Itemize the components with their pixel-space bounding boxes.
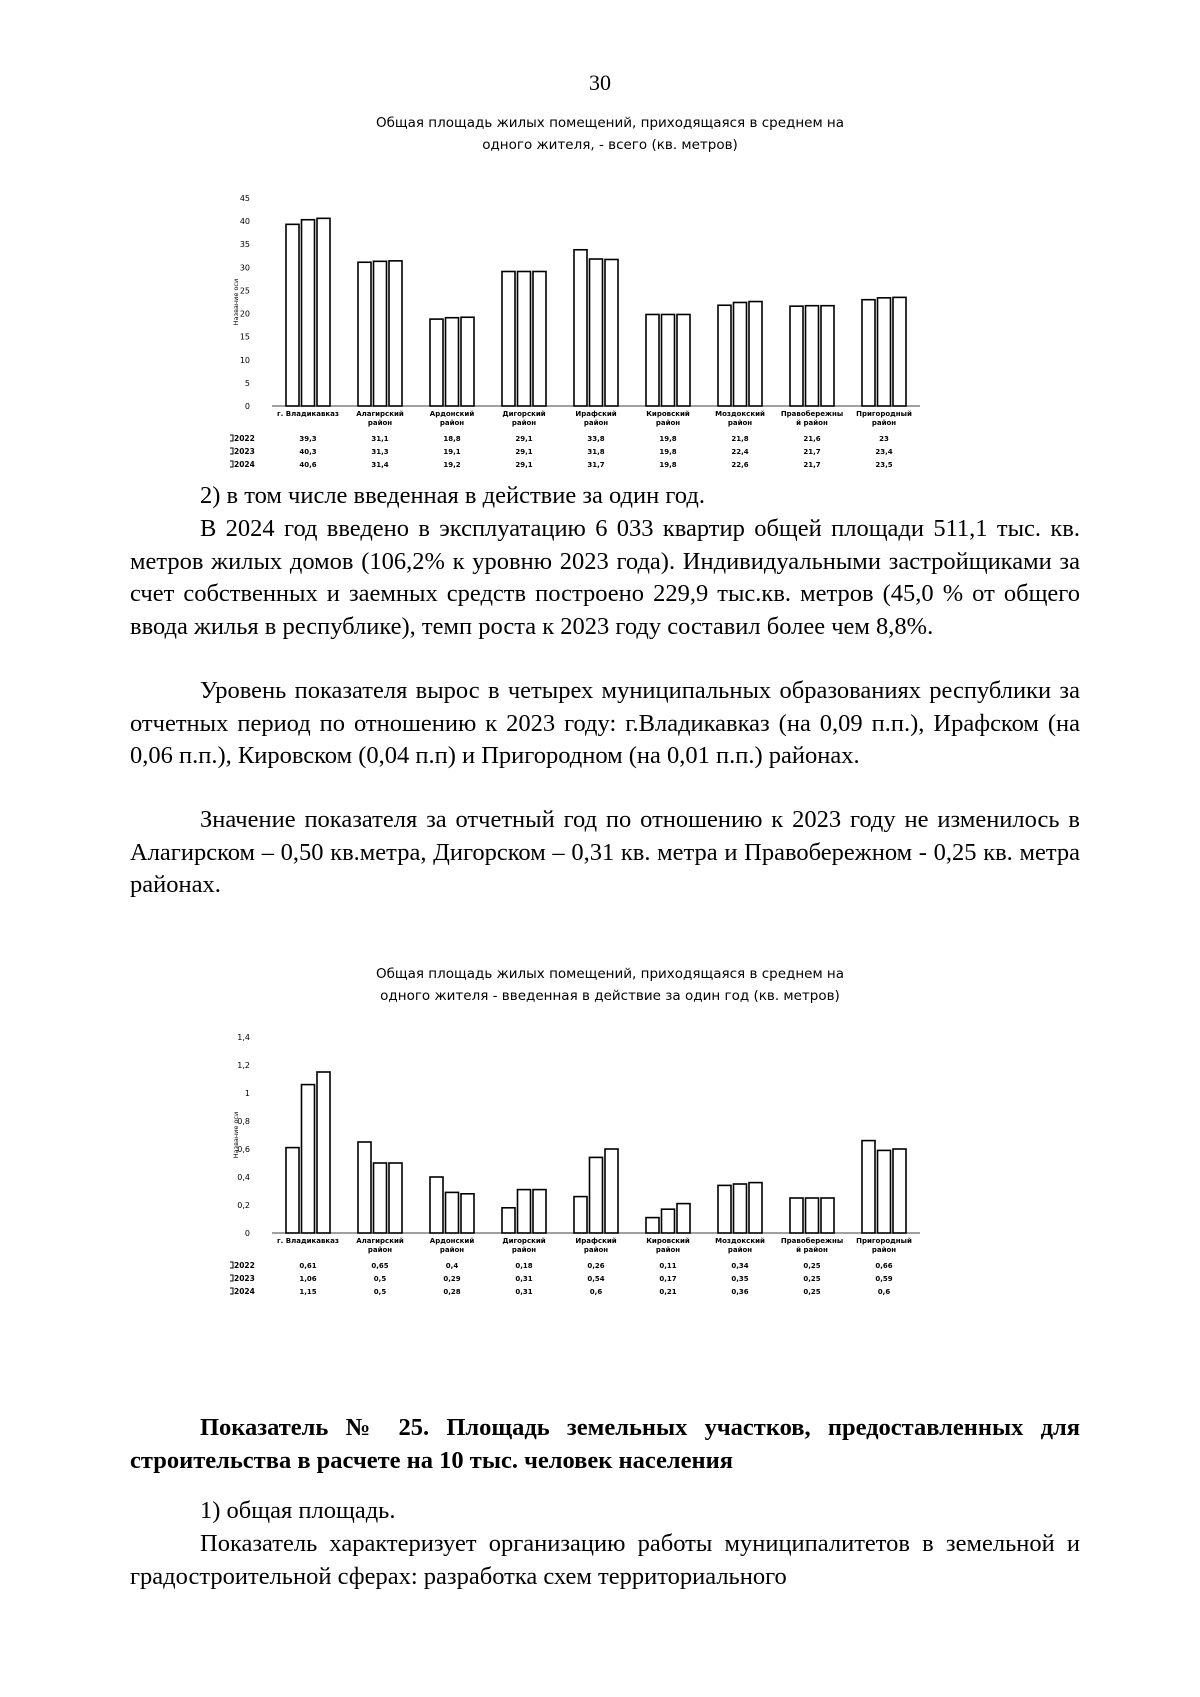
y-tick-label: 0 [244,402,250,411]
data-label: 19,2 [443,461,461,469]
x-tick-label: Ирафский [575,410,617,418]
data-label: 31,4 [371,461,389,469]
data-label: 0,28 [443,1288,461,1296]
bar-2023 [662,1209,675,1233]
bar-2022 [790,1198,803,1233]
x-tick-label: Пригородный [856,410,912,418]
x-tick-label: район [871,1246,897,1254]
y-tick-label: 1,4 [237,1033,250,1042]
paragraph-2: В 2024 год введено в эксплуатацию 6 033 квартир общей площади 511,1 тыс. кв. метров жилых домов (106,2% к уровню 2023 года). Индивидуальными застройщиками за счет собственных и заемных средств построено 229,9 тыс.кв. метров (45,0 % от общего ввода жилья в республике), темп роста к 2023 году составил более чем 8,8%. [130,515,1080,640]
data-label: 0,31 [515,1275,533,1283]
data-label: 0,26 [587,1262,605,1270]
bar-2022 [358,1142,371,1233]
bar-2022 [862,1141,875,1233]
x-tick-label: район [511,419,537,427]
bar-2024 [605,259,618,406]
legend-swatch [230,1275,233,1281]
bar-2024 [677,1204,690,1233]
x-tick-label: Ирафский [575,1237,617,1245]
bar-2024 [893,297,906,406]
x-tick-label: Моздокский [715,410,765,418]
data-label: 0,25 [803,1275,821,1283]
bar-2023 [446,1192,459,1233]
bar-2022 [718,305,731,406]
bar-2024 [821,306,834,406]
data-label: 19,8 [659,461,677,469]
chart-title-line-2: одного жителя, - всего (кв. метров) [482,137,738,153]
bar-2022 [574,250,587,406]
y-tick-label: 25 [239,286,250,296]
chart-new-area [230,963,990,1313]
x-tick-label: район [727,419,753,427]
legend-label: 2022 [234,1261,255,1270]
bar-2023 [734,302,747,406]
x-tick-label: г. Владикавказ [277,1237,339,1245]
bar-2024 [533,271,546,406]
bar-2024 [461,1194,474,1233]
x-tick-label: район [511,1246,537,1254]
data-label: 29,1 [515,448,533,456]
x-tick-label: Правобережны [780,410,844,418]
data-label: 19,1 [443,448,461,456]
data-label: 40,3 [299,448,317,456]
y-axis-label: Название оси [232,278,240,326]
bar-2024 [893,1149,906,1233]
x-tick-label: й район [796,419,828,427]
data-label: 0,31 [515,1288,533,1296]
chart-title-line-2: одного жителя - введенная в действие за один год (кв. метров) [380,988,840,1004]
legend-label: 2023 [234,1274,255,1283]
bar-2024 [749,302,762,406]
paragraph-6: Показатель характеризует организацию работы муниципалитетов в земельной и градостроительной сферах: разработка схем территориального [130,1530,1080,1590]
y-tick-label: 35 [239,240,250,250]
data-label: 0,6 [589,1288,603,1296]
x-tick-label: район [439,1246,465,1254]
paragraph-5: 1) общая площадь. [200,1497,396,1524]
y-tick-label: 5 [244,378,250,388]
bar-2022 [646,314,659,406]
bar-2022 [286,1148,299,1233]
data-label: 0,29 [443,1275,461,1283]
y-tick-label: 40 [239,217,250,227]
chart-title [230,963,990,1007]
bar-2024 [461,317,474,406]
legend-label: 2024 [234,460,255,469]
paragraph-4: Значение показателя за отчетный год по отношению к 2023 году не изменилось в Алагирском – 0,50 кв.метра, Дигорском – 0,31 кв. метра и Правобережном - 0,25 кв. метра районах. [130,806,1080,898]
chart-total-area [230,112,990,477]
data-label: 19,8 [659,448,677,456]
bar-2022 [862,300,875,406]
bar-2022 [430,1177,443,1233]
data-label: 23,4 [875,448,893,456]
x-tick-label: Ардонский [429,1237,475,1245]
data-label: 19,8 [659,435,677,443]
bar-2023 [518,271,531,406]
data-label: 0,34 [731,1262,749,1270]
data-label: 21,6 [803,435,821,443]
data-label: 31,7 [587,461,605,469]
x-tick-label: район [583,1246,609,1254]
bar-2022 [358,262,371,406]
bar-2024 [389,1163,402,1233]
data-label: 0,5 [373,1275,387,1283]
data-label: 0,25 [803,1288,821,1296]
x-tick-label: Пригородный [856,1237,912,1245]
data-label: 22,6 [731,461,749,469]
bar-2023 [878,1150,891,1233]
bar-2022 [646,1218,659,1233]
bar-2023 [734,1184,747,1233]
section-heading: Показатель № 25. Площадь земельных участков, предоставленных для строительства в расчете на 10 тыс. человек населения [130,1414,1080,1474]
data-label: 18,8 [443,435,461,443]
x-tick-label: район [655,1246,681,1254]
bar-2022 [430,319,443,406]
bar-2022 [502,1208,515,1233]
x-tick-label: Дигорский [502,1237,546,1245]
data-label: 33,8 [587,435,605,443]
data-label: 22,4 [731,448,749,456]
data-label: 0,66 [875,1262,893,1270]
data-label: 0,65 [371,1262,389,1270]
data-label: 0,25 [803,1262,821,1270]
data-label: 23 [879,435,889,443]
page-number: 30 [589,70,611,95]
legend-swatch [230,448,233,454]
bar-2022 [718,1185,731,1233]
bar-2023 [302,220,315,406]
y-tick-label: 1 [244,1089,250,1098]
data-label: 0,36 [731,1288,749,1296]
data-label: 31,8 [587,448,605,456]
y-tick-label: 30 [239,263,250,273]
y-tick-label: 10 [239,355,250,365]
bar-2023 [806,1198,819,1233]
legend-label: 2024 [234,1287,255,1296]
data-label: 0,54 [587,1275,605,1283]
data-label: 29,1 [515,435,533,443]
x-tick-label: район [367,1246,393,1254]
data-label: 0,18 [515,1262,533,1270]
legend-swatch [230,1288,233,1294]
bar-2024 [389,261,402,406]
bar-2024 [605,1149,618,1233]
y-axis-label: Название оси [232,1111,240,1159]
bar-2022 [790,306,803,406]
legend-swatch [230,1262,233,1268]
bar-2023 [806,306,819,406]
paragraph-3: Уровень показателя вырос в четырех муниципальных образованиях республики за отчетных период по отношению к 2023 году: г.Владикавказ (на 0,09 п.п.), Ирафском (на 0,06 п.п.), Кировском (0,04 п.п) и Пригородном (на 0,01 п.п.) районах. [130,677,1080,769]
y-tick-label: 20 [239,309,250,319]
bar-2023 [302,1085,315,1233]
data-label: 0,21 [659,1288,677,1296]
bar-2022 [574,1197,587,1233]
x-tick-label: Кировский [646,410,690,418]
data-label: 31,1 [371,435,389,443]
data-label: 31,3 [371,448,389,456]
bar-2024 [317,218,330,406]
bar-2022 [502,271,515,406]
x-tick-label: район [871,419,897,427]
data-label: 0,6 [877,1288,891,1296]
x-tick-label: район [655,419,681,427]
x-tick-label: г. Владикавказ [277,410,339,418]
x-tick-label: район [727,1246,753,1254]
bar-2023 [374,1163,387,1233]
data-label: 0,5 [373,1288,387,1296]
legend-swatch [230,435,233,441]
y-tick-label: 1,2 [237,1061,250,1070]
legend-label: 2022 [234,434,255,443]
y-tick-label: 0,2 [237,1201,250,1210]
bar-2023 [518,1190,531,1233]
bar-2024 [317,1072,330,1233]
chart-plot [230,182,990,477]
bar-2024 [749,1183,762,1233]
x-tick-label: й район [796,1246,828,1254]
y-tick-label: 45 [239,194,250,203]
chart-plot [230,1033,990,1313]
x-tick-label: район [439,419,465,427]
bar-2023 [662,314,675,406]
legend-label: 2023 [234,447,255,456]
x-tick-label: Правобережны [780,1237,844,1245]
data-label: 1,15 [299,1288,317,1296]
chart-title-line-1: Общая площадь жилых помещений, приходящаяся в среднем на [375,966,845,982]
bar-2022 [286,224,299,406]
bar-2024 [533,1190,546,1233]
data-label: 21,7 [803,448,821,456]
y-tick-label: 0,8 [237,1117,250,1126]
bar-2024 [821,1198,834,1233]
bar-2023 [590,259,603,406]
data-label: 23,5 [875,461,893,469]
y-tick-label: 15 [239,332,250,342]
x-tick-label: Алагирский [356,410,404,418]
data-label: 0,17 [659,1275,677,1283]
x-tick-label: Дигорский [502,410,546,418]
y-tick-label: 0,4 [237,1173,250,1182]
data-label: 0,35 [731,1275,749,1283]
data-label: 29,1 [515,461,533,469]
data-label: 39,3 [299,435,317,443]
x-tick-label: район [583,419,609,427]
chart-title [230,112,990,156]
paragraph-1: 2) в том числе введенная в действие за один год. [200,482,705,509]
data-label: 40,6 [299,461,317,469]
data-label: 1,06 [299,1275,317,1283]
data-label: 21,8 [731,435,749,443]
data-label: 21,7 [803,461,821,469]
x-tick-label: Ардонский [429,410,475,418]
data-label: 0,61 [299,1262,317,1270]
bar-2023 [878,298,891,406]
x-tick-label: Кировский [646,1237,690,1245]
bar-2023 [446,318,459,406]
bar-2024 [677,314,690,406]
chart-title-line-1: Общая площадь жилых помещений, приходящаяся в среднем на [375,115,845,131]
data-label: 0,4 [445,1262,459,1270]
legend-swatch [230,461,233,467]
data-label: 0,11 [659,1262,677,1270]
x-tick-label: Моздокский [715,1237,765,1245]
y-tick-label: 0 [244,1229,250,1238]
x-tick-label: район [367,419,393,427]
bar-2023 [590,1157,603,1233]
x-tick-label: Алагирский [356,1237,404,1245]
y-tick-label: 0,6 [237,1145,250,1154]
bar-2023 [374,261,387,406]
data-label: 0,59 [875,1275,893,1283]
